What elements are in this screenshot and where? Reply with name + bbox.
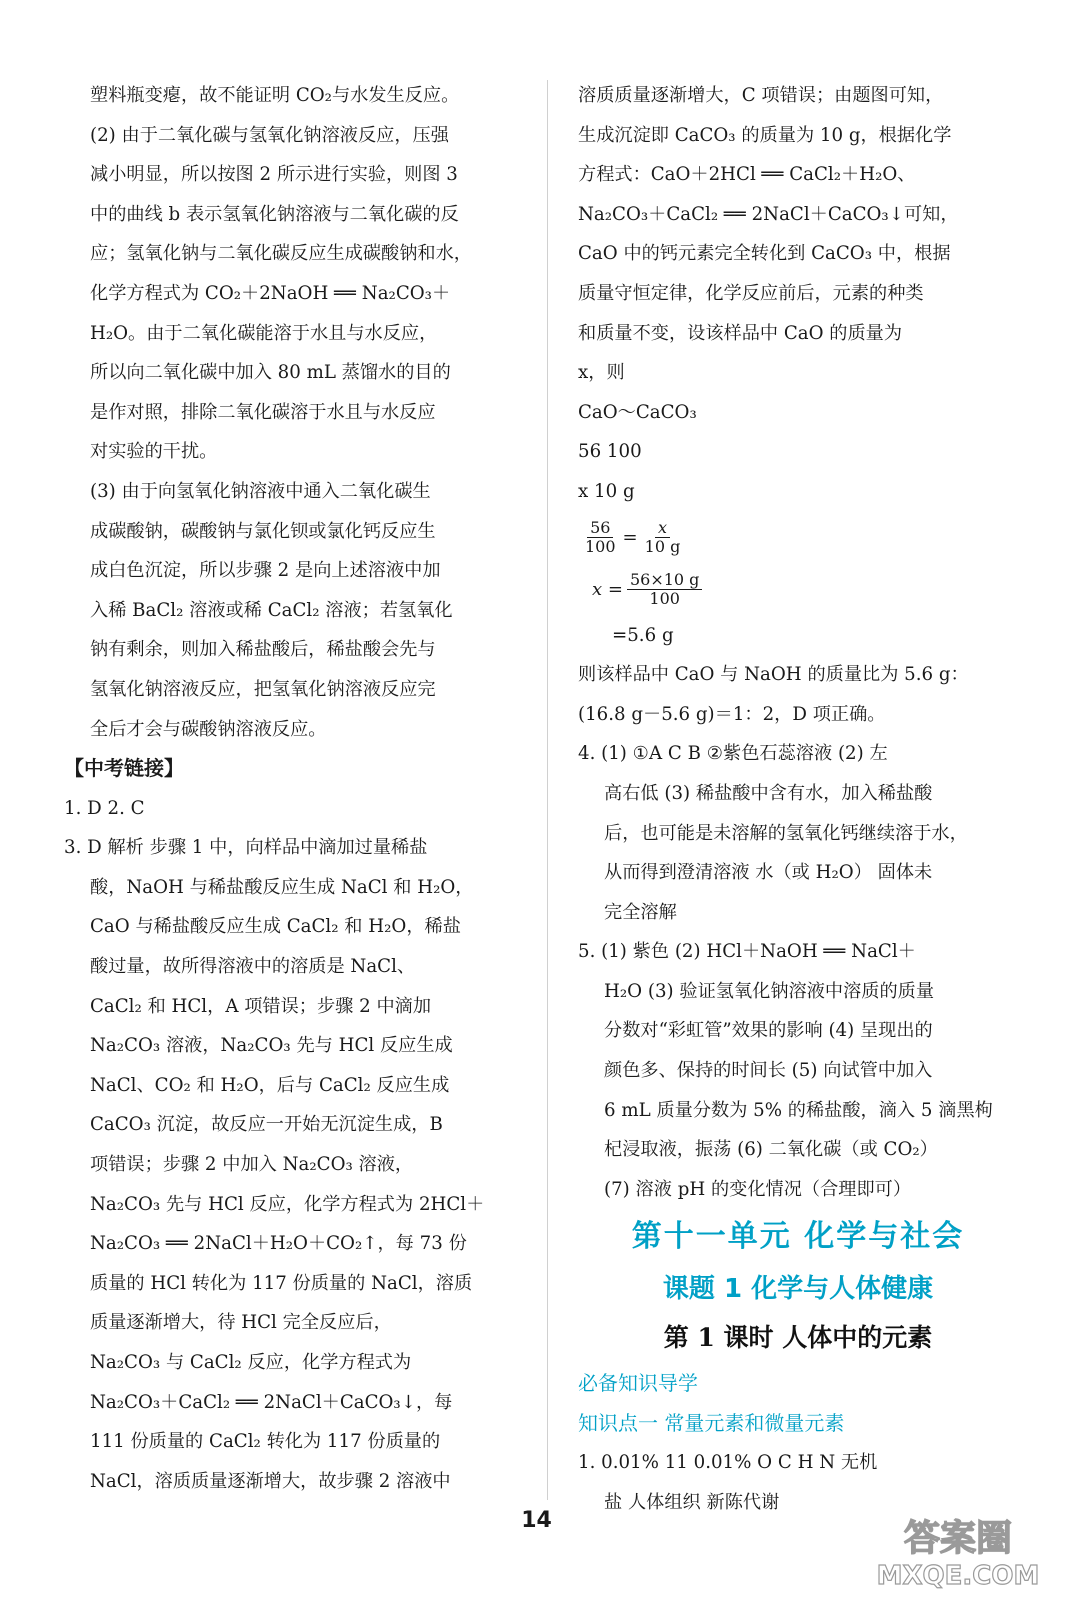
text-line: 和质量不变，设该样品中 CaO 的质量为 [578,322,903,344]
period-title: 第 1 课时 人体中的元素 [663,1323,933,1353]
numerator: 56×10 g [627,571,702,590]
text-line: (16.8 g－5.6 g)＝1：2，D 项正确。 [578,703,886,725]
lesson-title: 课题 1 化学与人体健康 [662,1274,934,1305]
proportion-equation [578,512,1018,564]
text-line: 方程式：CaO＋2HCl ══ CaCl₂＋H₂O、 [578,164,916,186]
text-line: 酸，NaOH 与稀盐酸反应生成 NaCl 和 H₂O， [90,876,474,898]
text-line: 质量守恒定律，化学反应前后，元素的种类 [578,282,924,304]
denominator: 10 g [644,537,681,557]
numerator: x [655,519,670,538]
fraction-left [582,519,619,556]
text-line: 应；氢氧化钠与二氧化碳反应生成碳酸钠和水， [90,243,472,265]
text-line: Na₂CO₃ 与 CaCl₂ 反应，化学方程式为 [90,1352,412,1373]
fraction-right [642,519,684,556]
text-line: (7) 溶液 pH 的变化情况（合理即可） [604,1178,912,1200]
text-line: 3. D 解析 步骤 1 中，向样品中滴加过量稀盐 [64,837,428,859]
text-line: CaO 中的钙元素完全转化到 CaCO₃ 中，根据 [578,243,951,265]
text-line: 中的曲线 b 表示氢氧化钠溶液与二氧化碳的反 [90,203,459,225]
text-line: 颜色多、保持的时间长 (5) 向试管中加入 [604,1060,933,1082]
text-line: 1. D 2. C [64,797,145,819]
fraction-solution [627,571,702,608]
text-line: 对实验的干扰。 [90,441,218,463]
text-line: 高右低 (3) 稀盐酸中含有水，加入稀盐酸 [604,782,933,804]
text-line: 塑料瓶变瘪，故不能证明 CO₂与水发生反应。 [90,85,460,106]
text-line: CaCO₃ 沉淀，故反应一开始无沉淀生成，B [90,1114,443,1136]
text-line: 56 100 [578,441,642,463]
watermark-line1: 答案圈 [903,1518,1013,1559]
text-line: 【中考链接】 [64,756,184,781]
text-line: 分数对“彩虹管”效果的影响 (4) 呈现出的 [604,1020,933,1042]
text-line: Na₂CO₃＋CaCl₂ ══ 2NaCl＋CaCO₃↓可知， [578,203,959,225]
text-line: CaO 与稀盐酸反应生成 CaCl₂ 和 H₂O，稀盐 [90,916,461,938]
text-line: H₂O (3) 验证氢氧化钠溶液中溶质的质量 [604,980,935,1002]
numerator: 56 [587,519,613,538]
text-line: 氢氧化钠溶液反应，把氢氧化钠溶液反应完 [90,678,436,700]
result-line: =5.6 g [612,624,674,646]
text-line: Na₂CO₃ 先与 HCl 反应，化学方程式为 2HCl＋ [90,1193,485,1215]
text-line: 从而得到澄清溶液 水（或 H₂O） 固体未 [604,862,933,884]
equation-lhs: x = [592,579,623,601]
text-line: 是作对照，排除二氧化碳溶于水且与水反应 [90,401,436,423]
text-line: 5. (1) 紫色 (2) HCl＋NaOH ══ NaCl＋ [578,941,916,963]
text-line: CaCl₂ 和 HCl，A 项错误；步骤 2 中滴加 [90,995,432,1017]
watermark-logo [863,1510,1053,1592]
text-line: 则该样品中 CaO 与 NaOH 的质量比为 5.6 g： [578,664,969,686]
unit-title: 第十一单元 化学与社会 [631,1219,965,1255]
text-line: CaO～CaCO₃ [578,401,697,423]
text-line: 盐 人体组织 新陈代谢 [604,1492,780,1514]
text-line: (2) 由于二氧化碳与氢氧化钠溶液反应，压强 [90,124,449,146]
text-line: x，则 [578,362,625,384]
text-line: 项错误；步骤 2 中加入 Na₂CO₃ 溶液， [90,1154,414,1176]
text-line: 1. 0.01% 11 0.01% O C H N 无机 [578,1452,878,1474]
text-line: Na₂CO₃ ══ 2NaCl＋H₂O＋CO₂↑，每 73 份 [90,1233,467,1255]
text-line: 后，也可能是未溶解的氢氧化钙继续溶于水， [604,822,968,844]
text-line: NaCl、CO₂ 和 H₂O，后与 CaCl₂ 反应生成 [90,1074,450,1096]
text-line: Na₂CO₃ 溶液，Na₂CO₃ 先与 HCl 反应生成 [90,1035,453,1057]
text-line: 质量的 HCl 转化为 117 份质量的 NaCl，溶质 [90,1272,473,1294]
knowledge-point-heading: 知识点一 常量元素和微量元素 [578,1411,845,1436]
denominator: 100 [649,589,680,609]
text-line: 酸过量，故所得溶液中的溶质是 NaCl、 [90,956,416,978]
text-line: 化学方程式为 CO₂＋2NaOH ══ Na₂CO₃＋ [90,282,451,304]
text-line: 生成沉淀即 CaCO₃ 的质量为 10 g，根据化学 [578,124,952,146]
text-line: H₂O。由于二氧化碳能溶于水且与水反应， [90,322,438,344]
watermark-line2: MXQE.COM [876,1561,1040,1591]
column-divider [547,80,548,1500]
right-column [578,76,1018,1523]
page-number: 14 [521,1508,552,1533]
denominator: 100 [585,537,616,557]
equals-sign: = [622,527,638,549]
text-line: 溶质质量逐渐增大，C 项错误；由题图可知， [578,85,944,106]
text-line: 质量逐渐增大，待 HCl 完全反应后， [90,1312,392,1334]
text-line: 111 份质量的 CaCl₂ 转化为 117 份质量的 [90,1431,441,1453]
text-line: 4. (1) ①A C B ②紫色石蕊溶液 (2) 左 [578,743,888,765]
text-line: 所以向二氧化碳中加入 80 mL 蒸馏水的目的 [90,362,451,384]
text-line: 成白色沉淀，所以步骤 2 是向上述溶液中加 [90,560,441,582]
left-column [64,76,504,1501]
text-line: 全后才会与碳酸钠溶液反应。 [90,718,327,740]
text-line: 杞浸取液，振荡 (6) 二氧化碳（或 CO₂） [604,1139,938,1161]
text-line: 成碳酸钠，碳酸钠与氯化钡或氯化钙反应生 [90,520,436,542]
text-line: (3) 由于向氢氧化钠溶液中通入二氧化碳生 [90,480,431,502]
text-line: 减小明显，所以按图 2 所示进行实验，则图 3 [90,164,458,186]
text-line: 6 mL 质量分数为 5% 的稀盐酸，滴入 5 滴黑枸 [604,1099,993,1121]
text-line: 完全溶解 [604,901,677,923]
text-line: 钠有剩余，则加入稀盐酸后，稀盐酸会先与 [90,639,436,661]
text-line: 入稀 BaCl₂ 溶液或稀 CaCl₂ 溶液；若氢氧化 [90,599,453,621]
text-line: x 10 g [578,480,635,502]
guide-heading: 必备知识导学 [578,1371,698,1396]
solve-equation [578,564,1018,616]
text-line: Na₂CO₃＋CaCl₂ ══ 2NaCl＋CaCO₃↓，每 [90,1391,453,1413]
text-line: NaCl，溶质质量逐渐增大，故步骤 2 溶液中 [90,1470,451,1492]
